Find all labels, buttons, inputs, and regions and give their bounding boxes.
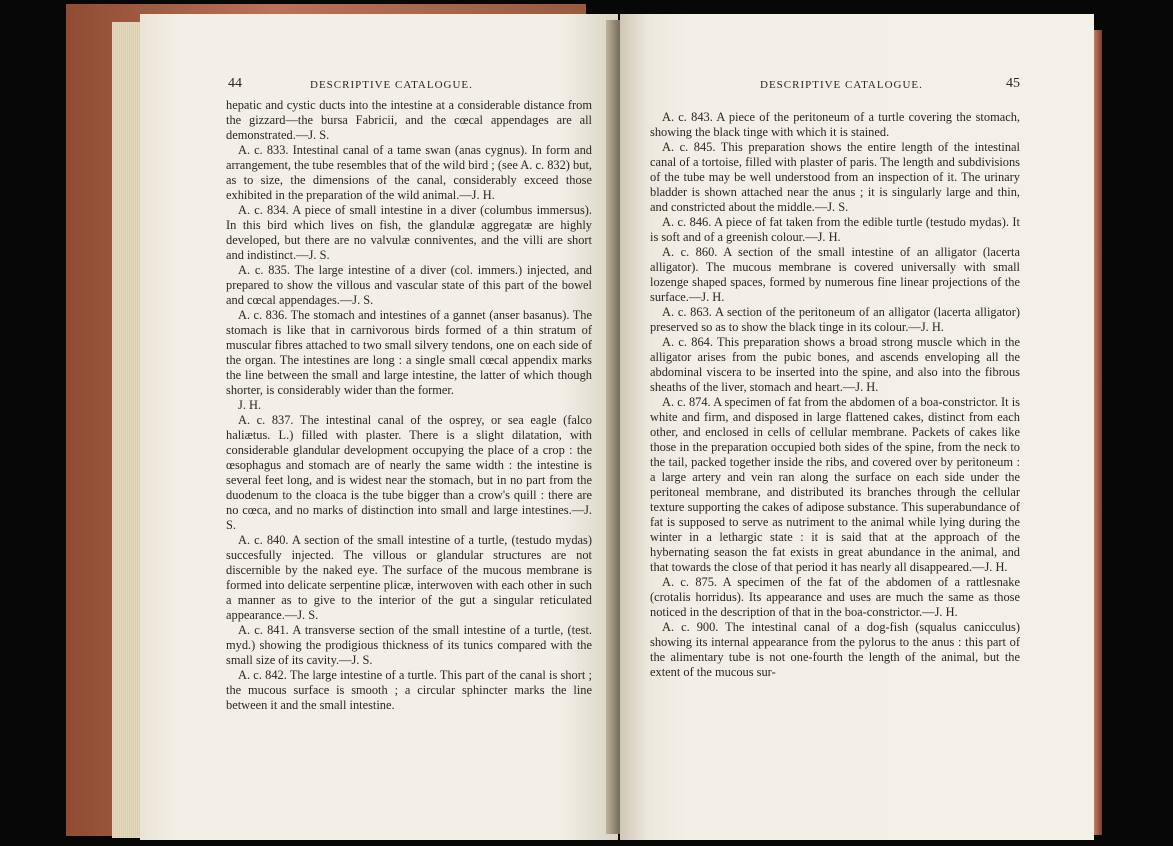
paragraph: A. c. 845. This preparation shows the entire length of the intestinal canal of a tortoise, filled with plaster of paris. The length and subdivisions of the tube may be well understood from an inspection of it. The urinary bladder is shown attached near the anus ; it is singularly large and thin, and constricted about the middle.—J. S. [650,140,1020,214]
paragraph: A. c. 841. A transverse section of the small intestine of a turtle, (test. myd.) showing the prodigious thickness of its tunics compared with the small size of its cavity.—J. S. [226,623,592,667]
paragraph: A. c. 834. A piece of small intestine in a diver (columbus immersus). In this bird which lives on fish, the glandulæ aggregatæ are highly developed, but there are no valvulæ conniventes, and the villi are short and indistinct.—J. S. [226,203,592,262]
paragraph: A. c. 835. The large intestine of a diver (col. immers.) injected, and prepared to show the villous and vascular state of this part of the bowel and cœcal appendages.—J. S. [226,263,592,307]
page-text [650,110,1020,680]
signature: J. H. [238,398,262,412]
paragraph: hepatic and cystic ducts into the intestine at a considerable distance from the gizzard—the bursa Fabricii, and the cœcal appendages are all demonstrated.—J. S. [226,98,592,142]
paragraph: A. c. 837. The intestinal canal of the osprey, or sea eagle (falco haliætus. L.) filled with plaster. There is a slight dilatation, with considerable glandular development occupying the place of a crop : the œsophagus and stomach are of nearly the same width : the intestine is several feet long, and is widest near the stomach, but in no part from the duodenum to the cloaca is the tube bigger than a crow's quill : there are no cœca, and no marks of distinction into small and large intestines.—J. S. [226,413,592,532]
running-head: DESCRIPTIVE CATALOGUE. [760,79,923,91]
right-page [620,14,1094,840]
running-head: DESCRIPTIVE CATALOGUE. [310,79,473,91]
paragraph: A. c. 874. A specimen of fat from the abdomen of a boa-constrictor. It is white and firm, and disposed in large flattened cakes, distinct from each other, and enclosed in cells of cellular membrane. Packets of cakes like those in the preparation occupied both sides of the spine, from the neck to the tail, packed together inside the ribs, and covered over by peritoneum : a large artery and vein ran along the surface on each side under the peritoneal membrane, and distributed its branches through the cellular texture supporting the cakes of adipose substance. This superabundance of fat is supposed to serve as nutriment to the animal while lying during the winter in a lethargic state : it is said that at the approach of the hybernating season the fat exists in great abundance in the animal, and that towards the close of that period it has nearly all disappeared.—J. H. [650,395,1020,574]
paragraph: A. c. 842. The large intestine of a turtle. This part of the canal is short ; the mucous surface is smooth ; a circular sphincter marks the line between it and the small intestine. [226,668,592,712]
page-text [226,98,592,713]
paragraph: A. c. 846. A piece of fat taken from the edible turtle (testudo mydas). It is soft and of a greenish colour.—J. H. [650,215,1020,244]
paragraph: A. c. 833. Intestinal canal of a tame swan (anas cygnus). In form and arrangement, the tube resembles that of the wild bird ; (see A. c. 832) but, as to size, the dimensions of the canal, considerably exceed those exhibited in the preparation of the wild animal.—J. H. [226,143,592,202]
paragraph: A. c. 864. This preparation shows a broad strong muscle which in the alligator arises from the pubic bones, and ascends enveloping all the abdominal viscera to be inserted into the spine, and also into the fibrous sheaths of the liver, stomach and heart.—J. H. [650,335,1020,394]
paragraph: A. c. 836. The stomach and intestines of a gannet (anser basanus). The stomach is like that in carnivorous birds formed of a thin stratum of muscular fibres attached to two small silvery tendons, one on each side of the organ. The intestines are long : a single small cœcal appendix marks the line between the small and large intestine, the latter of which though shorter, is considerably wider than the former. [226,308,592,397]
left-page [140,14,618,840]
page-number: 45 [1006,76,1020,91]
paragraph: A. c. 860. A section of the small intestine of an alligator (lacerta alligator). The mucous membrane is covered universally with small lozenge shaped spaces, formed by numerous fine linear projections of the surface.—J. H. [650,245,1020,304]
page-number: 44 [228,76,242,91]
paragraph: A. c. 900. The intestinal canal of a dog-fish (squalus canicculus) showing its internal appearance from the pylorus to the anus : this part of the alimentary tube is not one-fourth the length of the animal, but the extent of the mucous sur- [650,620,1020,679]
paragraph: A. c. 875. A specimen of the fat of the abdomen of a rattlesnake (crotalis horridus). Its appearance and uses are much the same as those noticed in the description of that in the boa-constrictor.—J. H. [650,575,1020,619]
paragraph: A. c. 843. A piece of the peritoneum of a turtle covering the stomach, showing the black tinge with which it is stained. [650,110,1020,139]
paragraph: A. c. 840. A section of the small intestine of a turtle, (testudo mydas) succesfully injected. The villous or glandular structures are not discernible by the naked eye. The surface of the mucous membrane is formed into delicate serpentine plicæ, interwoven with each other in such a manner as to give to the interior of the gut a singular reticulated appearance.—J. S. [226,533,592,622]
paragraph: A. c. 863. A section of the peritoneum of an alligator (lacerta alligator) preserved so as to show the black tinge in its colour.—J. H. [650,305,1020,334]
